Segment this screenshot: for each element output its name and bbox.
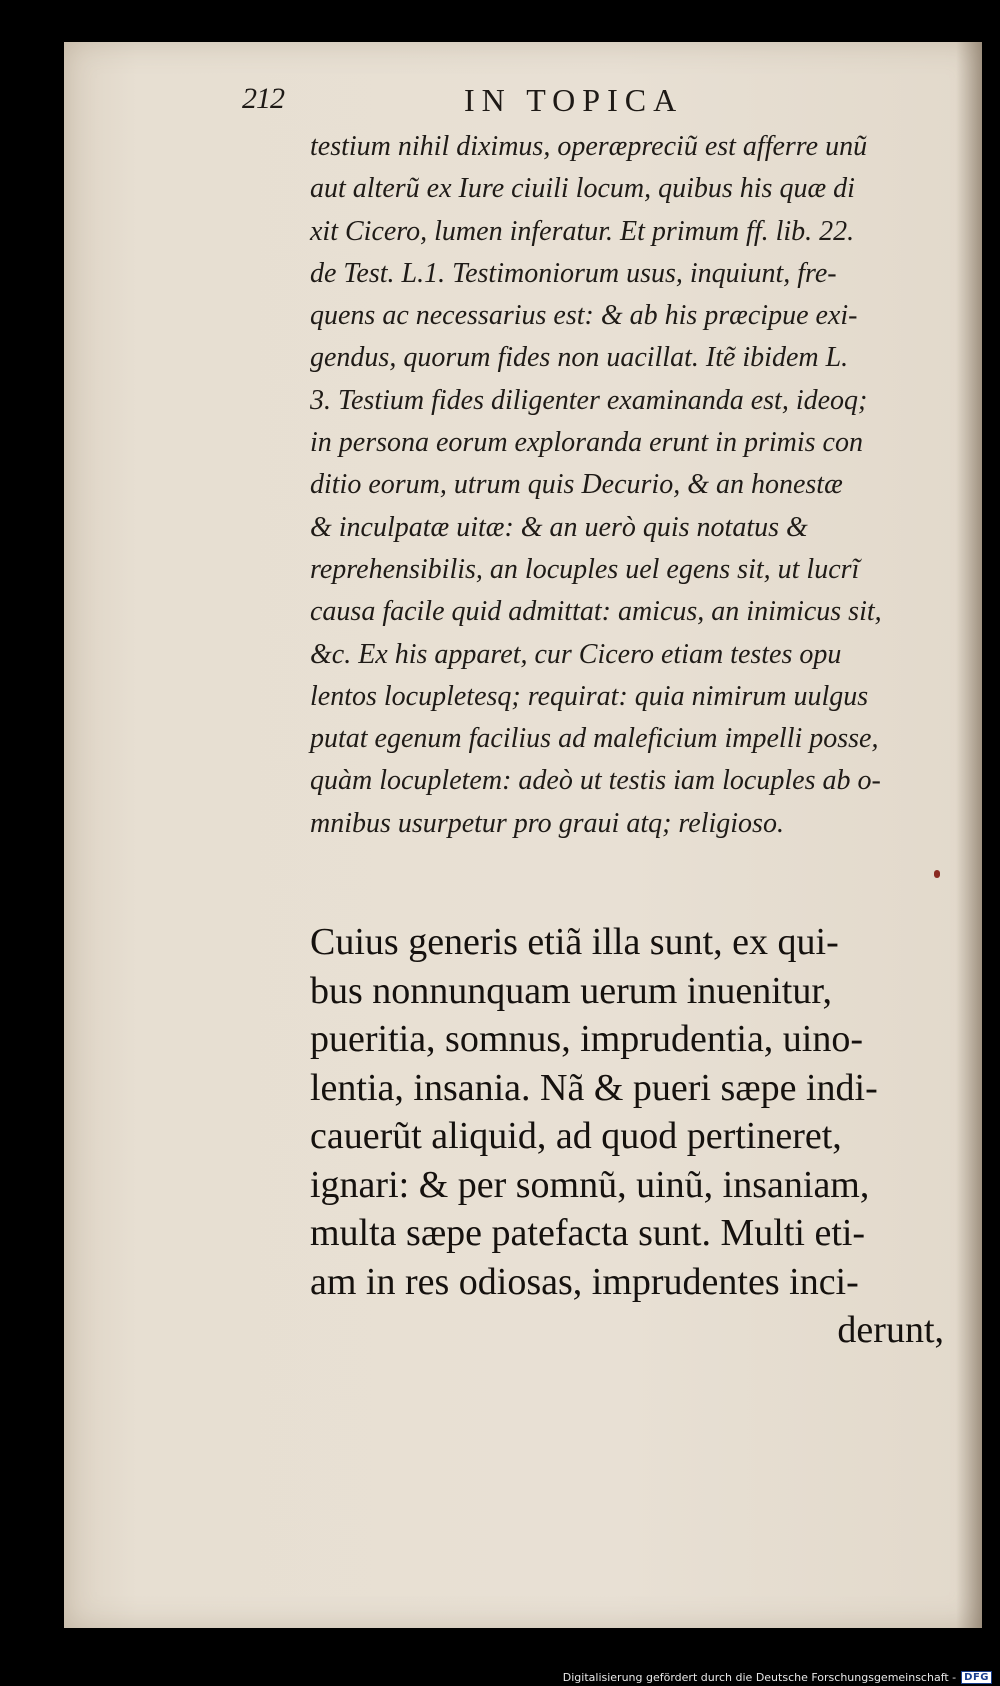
commentary-line: ditio eorum, utrum quis Decurio, & an honestæ: [310, 469, 843, 501]
commentary-line: &c. Ex his apparet, cur Cicero etiam testes opu: [310, 638, 842, 670]
commentary-block: [310, 126, 946, 845]
footer-credit: [563, 1671, 992, 1684]
running-title: IN TOPICA: [464, 82, 684, 118]
commentary-line: lentos locupletesq; requirat: quia nimirum uulgus: [310, 680, 869, 712]
main-text-line: multa sæpe patefacta sunt. Multi eti-: [310, 1212, 866, 1254]
commentary-line: putat egenum facilius ad maleficium impelli posse,: [310, 723, 879, 755]
main-text-line: bus nonnunquam uerum inuenitur,: [310, 969, 832, 1012]
main-text-line: pueritia, somnus, imprudentia, uino-: [310, 1018, 864, 1060]
page-edge-shadow: [956, 42, 982, 1628]
commentary-line: xit Cicero, lumen inferatur. Et primum ff. lib. 22.: [310, 215, 855, 247]
main-text-line: ignari: & per somnũ, uinũ, insaniam,: [310, 1163, 870, 1206]
commentary-line: causa facile quid admittat: amicus, an inimicus sit,: [310, 596, 882, 628]
running-head: [242, 82, 902, 122]
marginal-mark: [934, 870, 940, 878]
main-text-line: cauerũt aliquid, ad quod pertineret,: [310, 1115, 842, 1157]
commentary-line: gendus, quorum fides non uacillat. Itẽ ibidem L.: [310, 342, 849, 374]
commentary-line: de Test. L.1. Testimoniorum usus, inquiunt, fre-: [310, 257, 837, 289]
commentary-line: quens ac necessarius est: & ab his præcipue exi-: [310, 300, 858, 332]
dfg-logo: DFG: [961, 1671, 992, 1684]
commentary-line: quàm locupletem: adeò ut testis iam locuples ab o-: [310, 765, 881, 797]
main-text-block: [310, 918, 946, 1355]
commentary-line: reprehensibilis, an locuples uel egens sit, ut lucrĩ: [310, 553, 860, 585]
commentary-line: aut alterũ ex Iure ciuili locum, quibus his quæ di: [310, 173, 855, 205]
main-text-line: am in res odiosas, imprudentes inci-: [310, 1260, 859, 1303]
main-text-line: derunt,: [837, 1309, 944, 1351]
footer-text: Digitalisierung gefördert durch die Deutsche Forschungsgemeinschaft -: [562, 1671, 957, 1684]
commentary-line: mnibus usurpetur pro graui atq; religioso.: [310, 807, 784, 839]
page-number: 212: [242, 82, 284, 115]
main-text-line: Cuius generis etiã illa sunt, ex qui-: [310, 921, 839, 963]
commentary-line: 3. Testium fides diligenter examinanda est, ideoq;: [310, 384, 868, 416]
commentary-line: testium nihil diximus, operæpreciũ est afferre unũ: [310, 131, 868, 162]
commentary-line: & inculpatæ uitæ: & an uerò quis notatus &: [310, 511, 808, 543]
commentary-line: in persona eorum exploranda erunt in primis con: [310, 427, 863, 459]
main-text-line: lentia, insania. Nã & pueri sæpe indi-: [310, 1066, 878, 1109]
